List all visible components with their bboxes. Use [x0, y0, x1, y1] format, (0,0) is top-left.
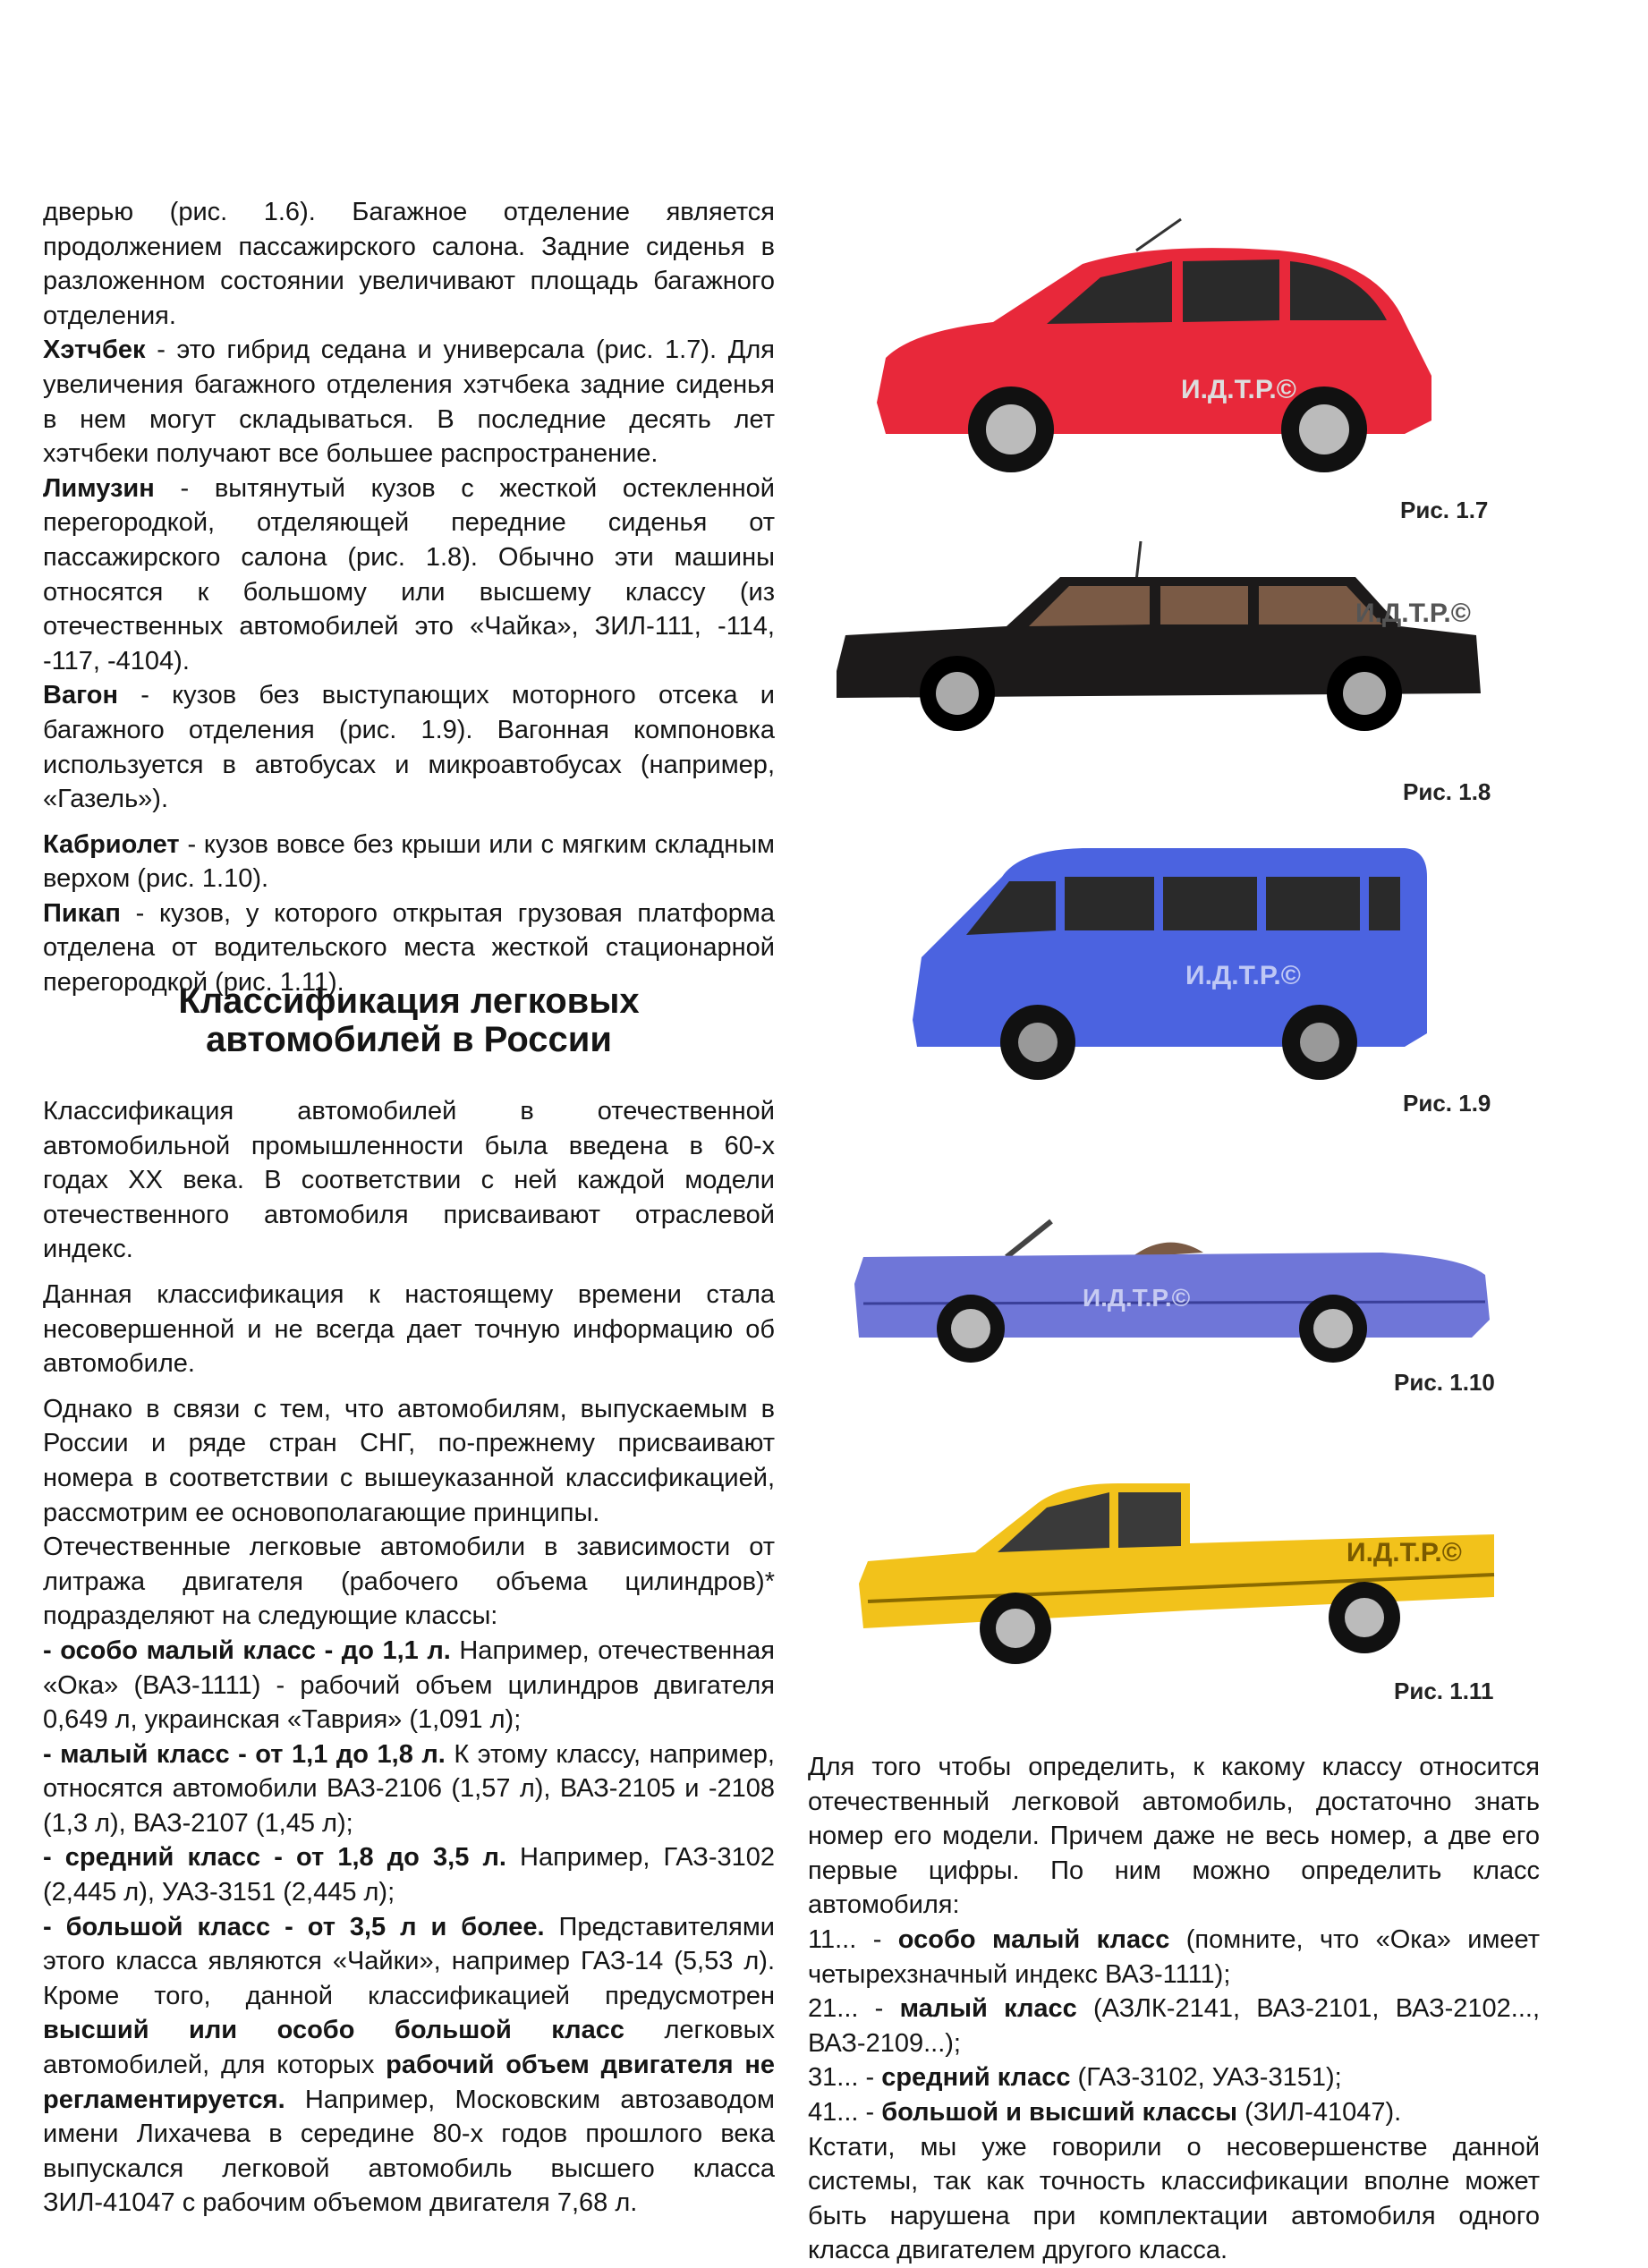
definition-text: - вытянутый кузов с жесткой остекленной перегородкой, отделяющей передние сиденья от пассажирского салона (рис. 1.8). Обычно эти машины относятся к большому или высшему классу (из отечественных автомобилей это «Чайка», ЗИЛ-111, -114, -117, -4104). — [43, 473, 775, 675]
windshield — [1007, 1221, 1051, 1257]
index-item — [808, 2060, 1540, 2095]
definition-text: - кузов вовсе без крыши или с мягким складным верхом (рис. 1.10). — [43, 829, 775, 894]
index-number: 41... - — [808, 2097, 882, 2127]
term: Лимузин — [43, 473, 155, 503]
window — [1065, 877, 1154, 930]
section-heading — [43, 982, 775, 1059]
paragraph: Данная классификация к настоящему времени стала несовершенной и не всегда дает точную информацию об автомобиле. — [43, 1279, 775, 1379]
right-column — [808, 1750, 1540, 2268]
figure-caption: Рис. 1.11 — [1394, 1678, 1494, 1704]
figure-van — [904, 841, 1440, 1083]
window — [1163, 877, 1257, 930]
definition-hatchback — [43, 333, 775, 471]
figure-hatchback — [859, 215, 1449, 474]
antenna — [1136, 541, 1141, 582]
definition-text: - кузов, у которого открытая грузовая платформа отделена от водительского места жесткой стационарной перегородкой (рис. 1.11). — [43, 898, 775, 998]
hubcap — [1018, 1023, 1058, 1062]
class-item — [43, 1634, 775, 1737]
paragraph: дверью (рис. 1.6). Багажное отделение является продолжением пассажирского салона. Задние сиденья в разложенном состоянии увеличивают площадь багажного отделения. — [43, 198, 775, 330]
hubcap — [1300, 1023, 1339, 1062]
heading-line: автомобилей в России — [206, 1020, 612, 1059]
section-body — [43, 1094, 775, 2221]
window — [1118, 1492, 1181, 1548]
window — [1266, 877, 1360, 930]
figure-caption: Рис. 1.9 — [1403, 1090, 1491, 1117]
class-item — [43, 1840, 775, 1909]
definition-wagon — [43, 678, 775, 816]
class-text: Например, ГАЗ-3102 (2,445 л), УАЗ-3151 (2,445 л); — [43, 1843, 775, 1907]
paragraph: Для того чтобы определить, к какому классу относится отечественный легковой автомобиль, достаточно знать номер его модели. Причем даже не весь номер, а две его первые цифры. По ним можно определить класс автомобиля: — [808, 1753, 1540, 1920]
definition-text: - это гибрид седана и универсала (рис. 1.7). Для увеличения багажного отделения хэтчбека задние сиденья в нем могут складываться. В последние десять лет хэтчбеки получают все большее распространение. — [43, 336, 775, 469]
antenna — [1136, 219, 1181, 251]
class-text: Например, Московским автозаводом имени Лихачева в середине 80-х годов прошлого века выпускался легковой автомобиль высшего класса ЗИЛ-41047 с рабочим объемом двигателя 7,68 л. — [43, 2085, 775, 2218]
index-label: особо малый класс — [897, 1924, 1170, 1954]
index-text: (АЗЛК-2141, ВАЗ-2101, ВАЗ-2102..., ВАЗ-2109...); — [808, 1994, 1541, 2058]
watermark: И.Д.Т.Р.© — [1083, 1284, 1191, 1312]
paragraph: Кстати, мы уже говорили о несовершенстве данной системы, так как точность классификации вполне может быть нарушена при комплектации автомобиля одного класса двигателем другого класса. — [808, 2132, 1540, 2265]
hubcap — [951, 1309, 990, 1348]
hubcap — [1313, 1309, 1353, 1348]
class-text: Например, отечественная «Ока» (ВАЗ-1111) - рабочий объем цилиндров двигателя 0,649 л, украинская «Таврия» (1,091 л); — [43, 1635, 775, 1735]
left-column — [43, 195, 775, 1000]
watermark: И.Д.Т.Р.© — [1355, 599, 1471, 628]
definition-cabriolet — [43, 828, 775, 896]
heading-line: Классификация легковых — [178, 981, 640, 1021]
class-text: легковых автомобилей, для которых — [43, 2016, 776, 2080]
index-number: 21... - — [808, 1994, 900, 2024]
watermark: И.Д.Т.Р.© — [1181, 375, 1296, 404]
class-text: К этому классу, например, относятся автомобили ВАЗ-2106 (1,57 л), ВАЗ-2105 и -2108 (1,3 л), ВАЗ-2107 (1,45 л); — [43, 1739, 775, 1838]
index-text: (помните, что «Ока» имеет четырехзначный индекс ВАЗ-1111); — [808, 1924, 1540, 1989]
index-text: (ГАЗ-3102, УАЗ-3151); — [1070, 2063, 1342, 2093]
paragraph: Отечественные легковые автомобили в зависимости от литража двигателя (рабочего объема цилиндров)* подразделяют на следующие классы: — [43, 1533, 775, 1631]
definition-limousine — [43, 471, 775, 679]
figure-caption: Рис. 1.7 — [1400, 497, 1489, 523]
index-label: малый класс — [899, 1994, 1077, 2024]
term: Кабриолет — [43, 829, 180, 859]
class-label: - большой класс - от 3,5 л и более. — [43, 1912, 545, 1941]
class-label: рабочий объем двигателя не регламентируется. — [43, 2051, 775, 2114]
index-number: 31... - — [808, 2063, 882, 2093]
figure-limousine — [828, 537, 1490, 743]
figure-caption: Рис. 1.10 — [1394, 1369, 1495, 1396]
paragraph: Однако в связи с тем, что автомобилям, выпускаемым в России и ряде стран СНГ, по-прежнему присваивают номера в соответствии с вышеуказанной классификацией, рассмотрим ее основополагающие принципы. — [43, 1394, 775, 1527]
hubcap — [1299, 404, 1349, 454]
class-label: - малый класс - от 1,1 до 1,8 л. — [43, 1739, 446, 1769]
index-label: средний класс — [881, 2063, 1071, 2093]
figure-cabriolet — [845, 1203, 1499, 1364]
window — [1369, 877, 1400, 930]
hubcap — [936, 672, 979, 715]
hubcap — [996, 1609, 1035, 1648]
window — [1183, 259, 1279, 322]
index-text: (ЗИЛ-41047). — [1237, 2097, 1402, 2127]
term: Вагон — [43, 681, 118, 710]
index-item — [808, 1923, 1540, 1992]
index-item — [808, 1992, 1540, 2060]
class-label: высший или особо большой класс — [43, 2016, 624, 2045]
term: Пикап — [43, 898, 121, 928]
figure-caption: Рис. 1.8 — [1403, 778, 1491, 805]
class-label: - особо малый класс - до 1,1 л. — [43, 1635, 451, 1665]
definition-text: - кузов без выступающих моторного отсека и багажного отделения (рис. 1.9). Вагонная компоновка используется в автобусах и микроавтобусах (например, «Газель»). — [43, 681, 775, 814]
index-number: 11... - — [808, 1924, 898, 1954]
hubcap — [986, 404, 1036, 454]
watermark: И.Д.Т.Р.© — [1346, 1538, 1462, 1567]
hubcap — [1343, 672, 1386, 715]
term: Хэтчбек — [43, 336, 146, 365]
class-text: Представителями этого класса являются «Чайки», например ГАЗ-14 (5,53 л). Кроме того, данной классификацией предусмотрен — [43, 1912, 775, 2010]
hubcap — [1345, 1598, 1384, 1637]
index-item — [808, 2095, 1540, 2130]
class-item — [43, 1737, 775, 1841]
class-label: - средний класс - от 1,8 до 3,5 л. — [43, 1843, 506, 1873]
figure-pickup — [850, 1467, 1503, 1682]
index-label: большой и высший классы — [881, 2097, 1238, 2127]
paragraph: Классификация автомобилей в отечественной автомобильной промышленности была введена в 60-х годах XX века. В соответствии с ней каждой модели отечественного автомобиля присваивают отраслевой индекс. — [43, 1097, 775, 1264]
window — [1160, 586, 1248, 624]
class-item — [43, 1910, 775, 2221]
watermark: И.Д.Т.Р.© — [1185, 961, 1301, 990]
